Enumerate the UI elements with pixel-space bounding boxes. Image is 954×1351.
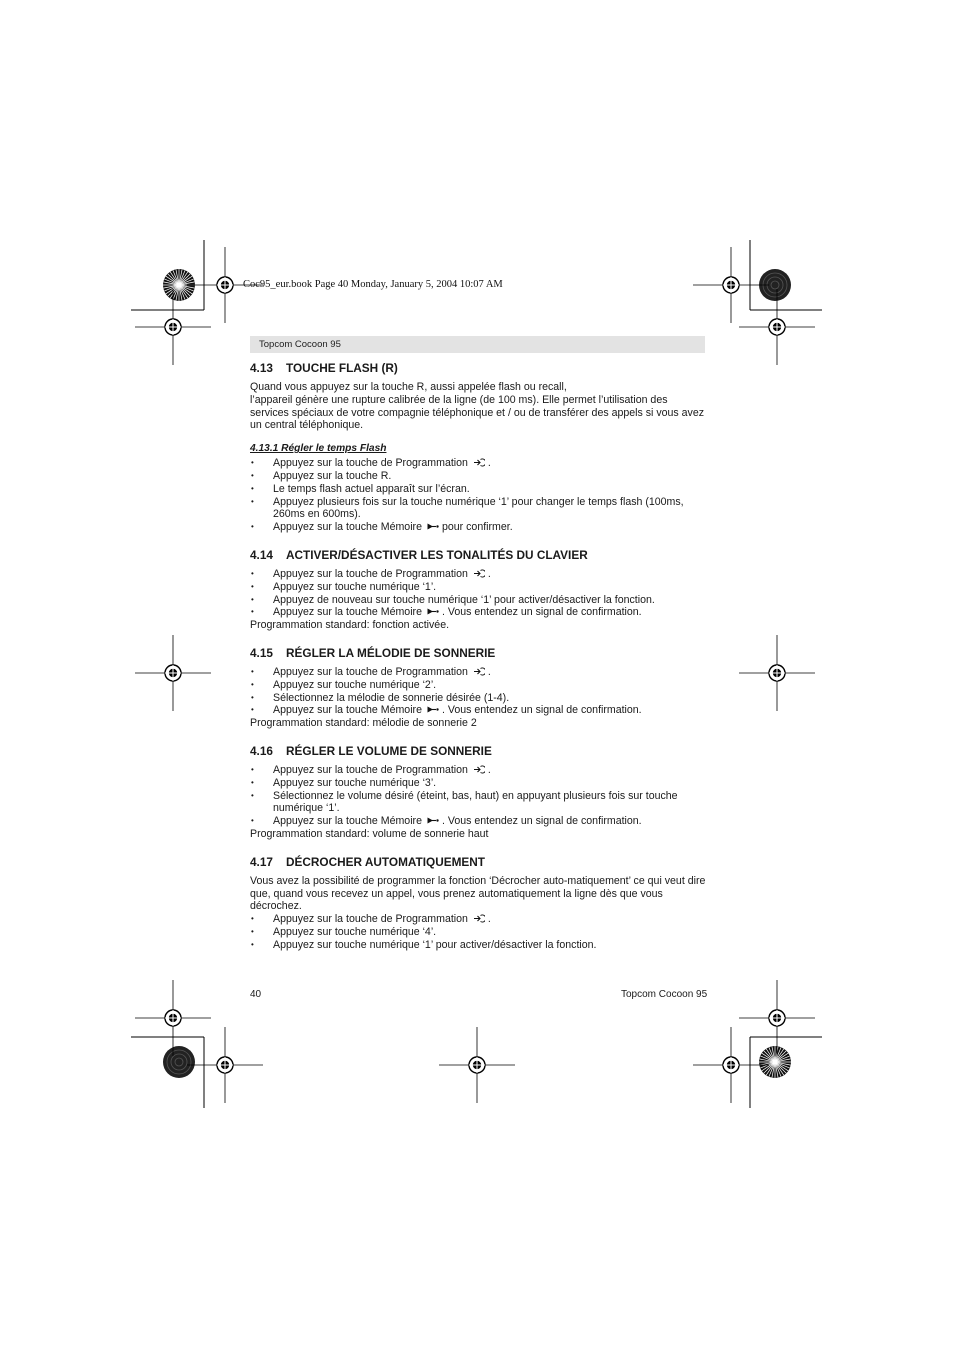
list-item <box>250 457 706 470</box>
list-item-text: Appuyez sur la touche de Programmation <box>273 665 468 678</box>
bullet-list <box>250 666 706 717</box>
list-item <box>250 815 706 828</box>
list-item-text: Appuyez sur touche numérique ‘3’. <box>273 776 437 789</box>
list-item-text: Appuyez sur la touche R. <box>273 469 392 482</box>
list-item-text: Appuyez sur touche numérique ‘1’. <box>273 580 437 593</box>
list-item <box>250 666 706 679</box>
list-item-text: Sélectionnez la mélodie de sonnerie désirée (1-4). <box>273 691 510 704</box>
list-item <box>250 913 706 926</box>
list-item-text: Appuyez sur touche numérique ‘1’ pour activer/désactiver la fonction. <box>273 938 597 951</box>
bullet-list <box>250 913 706 951</box>
list-item-text-after: . <box>487 763 491 776</box>
list-item-text: Appuyez sur la touche de Programmation <box>273 763 468 776</box>
section-number: 4.16 <box>250 743 273 758</box>
list-item-text: Appuyez sur touche numérique ‘4’. <box>273 925 437 938</box>
list-item-text: Appuyez sur la touche Mémoire <box>273 704 422 717</box>
page-number: 40 <box>250 989 262 1000</box>
list-item <box>250 483 706 496</box>
section-heading <box>250 855 706 869</box>
subsection-heading: 4.13.1 Régler le temps Flash <box>250 443 387 455</box>
section-title: TOUCHE FLASH (R) <box>286 361 398 375</box>
list-item-text: Le temps flash actuel apparaît sur l’écran. <box>273 482 470 495</box>
bullet-list <box>250 568 706 619</box>
list-item <box>250 777 706 790</box>
memory-key-icon <box>427 816 439 825</box>
list-item <box>250 521 706 534</box>
section-title: RÉGLER LE VOLUME DE SONNERIE <box>286 743 492 758</box>
intro-paragraph: l’appareil génère une rupture calibrée de la ligne (de 100 ms). Elle permet l’utilisation des services spéciaux de votre compagnie téléphonique et / ou de transférer des appels si vous avez un central téléphonique. <box>250 393 705 432</box>
intro-paragraph: Vous avez la possibilité de programmer la fonction ‘Décrocher auto-matiquement’ ce qui veut dire que, quand vous recevez un appel, vous prenez automatiquement la ligne dès que vous décrochez. <box>250 874 706 913</box>
section-title: ACTIVER/DÉSACTIVER LES TONALITÉS DU CLAVIER <box>286 547 588 562</box>
list-item <box>250 692 706 705</box>
list-item-text: Appuyez sur la touche de Programmation <box>273 567 468 580</box>
list-item <box>250 939 706 952</box>
running-header <box>250 336 705 353</box>
default-setting-note: Programmation standard: fonction activée. <box>250 619 450 632</box>
list-item-text-after: . Vous entendez un signal de confirmation. <box>441 815 642 828</box>
programming-key-icon <box>473 914 485 923</box>
bullet-list <box>250 764 706 828</box>
section <box>250 548 706 632</box>
list-item-text: Appuyez de nouveau sur touche numérique ‘1’ pour activer/désactiver la fonction. <box>273 593 655 606</box>
list-item-text: Sélectionnez le volume désiré (éteint, bas, haut) en appuyant plusieurs fois sur touche numérique ‘1’. <box>273 789 678 815</box>
default-setting-note: Programmation standard: volume de sonnerie haut <box>250 827 489 840</box>
list-item-text-after: . <box>487 913 491 926</box>
section-heading <box>250 361 706 375</box>
running-header-text: Topcom Cocoon 95 <box>259 339 341 350</box>
print-info-line: Coc95_eur.book Page 40 Monday, January 5, 2004 10:07 AM <box>243 279 503 290</box>
list-item <box>250 594 706 607</box>
memory-key-icon <box>427 607 439 616</box>
list-item-text-after: . <box>487 665 491 678</box>
page-content <box>250 361 706 966</box>
list-item <box>250 496 706 522</box>
section-title: RÉGLER LA MÉLODIE DE SONNERIE <box>286 645 496 660</box>
list-item-text-after: . <box>487 457 491 470</box>
section-number: 4.15 <box>250 645 273 660</box>
section-heading <box>250 646 706 660</box>
list-item <box>250 581 706 594</box>
section <box>250 855 706 952</box>
section-heading <box>250 744 706 758</box>
list-item-text-after: pour confirmer. <box>441 521 513 534</box>
list-item-text: Appuyez sur la touche Mémoire <box>273 815 422 828</box>
list-item-text: Appuyez sur la touche Mémoire <box>273 521 422 534</box>
list-item <box>250 764 706 777</box>
section-heading <box>250 548 706 562</box>
memory-key-icon <box>427 522 439 531</box>
section-number: 4.13 <box>250 361 273 375</box>
programming-key-icon <box>473 765 485 774</box>
list-item <box>250 790 706 816</box>
list-item <box>250 679 706 692</box>
default-setting-note: Programmation standard: mélodie de sonnerie 2 <box>250 717 477 730</box>
bullet-list <box>250 457 706 534</box>
section-title: DÉCROCHER AUTOMATIQUEMENT <box>286 854 486 869</box>
list-item-text: Appuyez plusieurs fois sur la touche numérique ‘1’ pour changer le temps flash (100ms, 260ms en 600ms). <box>273 495 684 521</box>
footer-brand: Topcom Cocoon 95 <box>621 989 708 1000</box>
section-number: 4.17 <box>250 854 273 869</box>
list-item-text-after: . Vous entendez un signal de confirmation. <box>441 606 642 619</box>
list-item <box>250 568 706 581</box>
section <box>250 744 706 841</box>
list-item <box>250 606 706 619</box>
list-item-text: Appuyez sur la touche Mémoire <box>273 606 422 619</box>
list-item <box>250 926 706 939</box>
programming-key-icon <box>473 667 485 676</box>
memory-key-icon <box>427 705 439 714</box>
list-item-text: Appuyez sur la touche de Programmation <box>273 913 468 926</box>
list-item-text-after: . <box>487 567 491 580</box>
programming-key-icon <box>473 458 485 467</box>
programming-key-icon <box>473 569 485 578</box>
intro-paragraph: Quand vous appuyez sur la touche R, aussi appelée flash ou recall, <box>250 381 567 393</box>
section <box>250 646 706 730</box>
section <box>250 361 706 534</box>
list-item <box>250 470 706 483</box>
list-item <box>250 704 706 717</box>
section-number: 4.14 <box>250 547 273 562</box>
list-item-text-after: . Vous entendez un signal de confirmation. <box>441 704 642 717</box>
list-item-text: Appuyez sur la touche de Programmation <box>273 457 468 470</box>
list-item-text: Appuyez sur touche numérique ‘2’. <box>273 678 437 691</box>
